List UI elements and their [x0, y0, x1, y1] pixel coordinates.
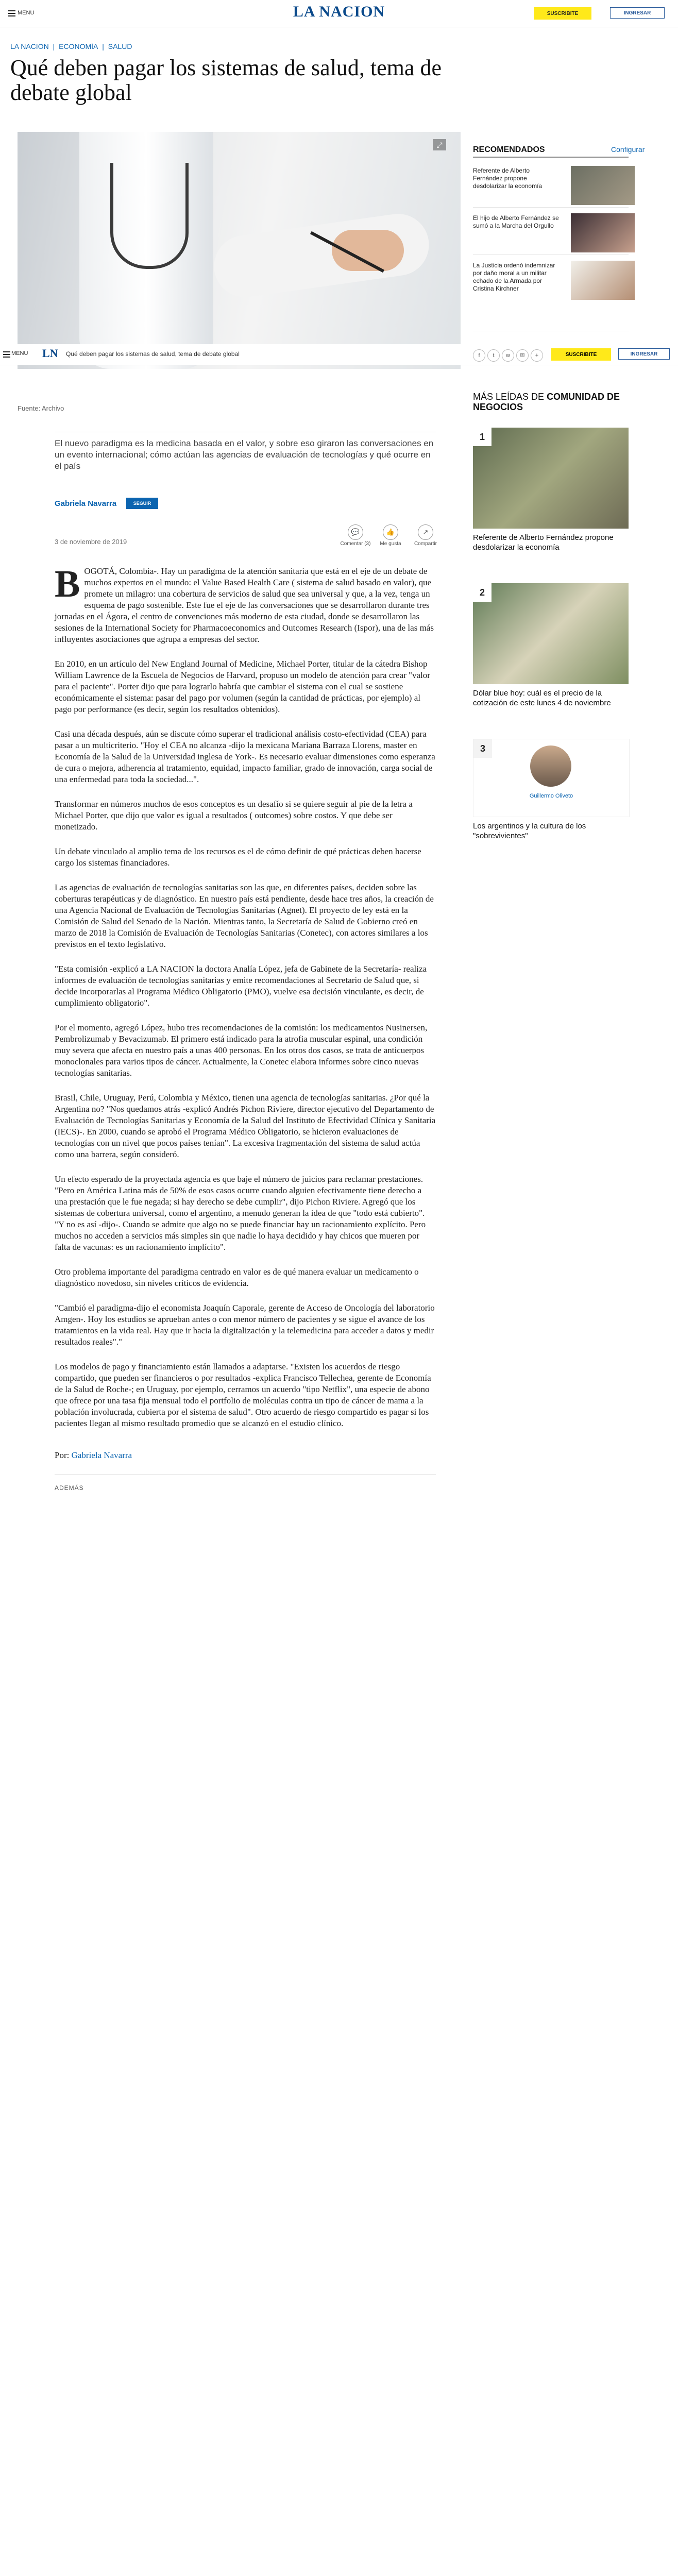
paragraph: Por el momento, agregó López, hubo tres recomendaciones de la comisión: los medicamentos Nusinersen, Pembrolizumab y Bevacizumab. El primero está indicado para la atrofia muscular espinal, una condición muy severa que afecta en nuestro país a unas 400 personas. En los otros dos casos, se trata de anticuerpos monoclonales para varios tipos de cáncer. Actualmente, la Conetec elabora informes sobre cinco nuevas tecnologías sanitarias. [55, 1023, 428, 1078]
paragraph: Casi una década después, aún se discute cómo superar el tradicional análisis costo-efectividad (CEA) para pasar a un multicriterio. "Hoy el CEA no alcanza -dijo la mexicana Mariana Barraza Llorens, master en Economía de la Salud de la Universidad inglesa de York-. Es necesario evaluar dimensiones como esperanza de cura o mejora, adherencia al tratamiento, equidad, impacto familiar, grado de innovación, carga social de una enfermedad para toda la sociedad...". [55, 729, 435, 784]
like-label[interactable]: Me gusta [380, 541, 401, 547]
breadcrumb-salud[interactable]: SALUD [108, 42, 132, 50]
recommended-item[interactable] [473, 164, 629, 208]
author-name[interactable]: Gabriela Navarra [55, 499, 117, 508]
most-read-image[interactable] [473, 739, 630, 817]
rank-badge: 3 [473, 739, 492, 758]
rank-badge: 2 [473, 583, 491, 602]
share-label[interactable]: Compartir [414, 541, 437, 547]
recommended-thumbnail[interactable] [571, 213, 635, 252]
expand-image-icon[interactable]: ⤢ [433, 139, 446, 150]
paragraph: Las agencias de evaluación de tecnologías sanitarias son las que, en diferentes países, deciden sobre las coberturas terapéuticas y de diagnóstico. En nuestro país está pendiente, desde hace tres años, la creación de una Agencia Nacional de Evaluación de Tecnologías Sanitarias (Agnet). El proyecto de ley está en la Comisión de Salud del Senado de la Nación. Mientras tanto, la Secretaría de Salud de Gobierno creó en marzo de 2018 la Comisión de Evaluación de Tecnologías Sanitarias (Conetec), con actores similares a los previstos en el texto legislativo. [55, 883, 434, 949]
breadcrumb-separator: | [53, 42, 55, 50]
facebook-icon[interactable]: f [473, 349, 485, 362]
recommended-title: RECOMENDADOS [473, 145, 545, 154]
recommended-divider [473, 157, 629, 158]
sticky-menu-label[interactable]: MENU [11, 350, 28, 357]
paragraph: "Cambió el paradigma-dijo el economista Joaquín Caporale, gerente de Acceso de Oncología del laboratorio Amgen-. Hoy los estudios se aprueban antes o con menor número de pacientes y se sigue el avance de los tratamientos en la vida real. Hay que ir hacia la digitalización y la telemedicina para acceder a datos y medir resultados reales"." [55, 1303, 435, 1347]
article-lead: El nuevo paradigma es la medicina basada en el valor, y sobre eso giraron las conversaciones en un evento internacional; cómo actúan las agencias de evaluación de tecnologías y qué ocurre en el país [55, 438, 434, 471]
most-read-item[interactable] [473, 428, 629, 552]
paragraph: En 2010, en un artículo del New England Journal of Medicine, Michael Porter, titular de la cátedra Bishop William Lawrence de la Escuela de Negocios de Harvard, propuso un modelo de atención para crear "valor para el paciente". Porter dijo que para lograrlo habría que cambiar el sistema con el cual se sostiene económicamente el sistema: pasar del pago por volumen (según la cantidad de prácticas, por ejemplo) al pago por performance (es decir, según los resultados obtenidos). [55, 659, 430, 714]
whatsapp-icon[interactable]: w [502, 349, 514, 362]
most-read-title [473, 392, 638, 412]
configure-link[interactable]: Configurar [611, 145, 645, 154]
recommended-text[interactable]: Referente de Alberto Fernández propone desdolarizar la economía [473, 167, 543, 190]
subscribe-button[interactable]: SUSCRIBITE [534, 7, 591, 20]
recommended-item[interactable] [473, 211, 629, 255]
most-read-item[interactable] [473, 583, 629, 708]
recommended-text[interactable]: El hijo de Alberto Fernández se sumó a la Marcha del Orgullo [473, 214, 559, 229]
top-header [0, 0, 678, 27]
paragraph: Brasil, Chile, Uruguay, Perú, Colombia y México, tienen una agencia de tecnologías sanitarias. ¿Por qué la Argentina no? "Nos quedamos atrás -explicó Andrés Pichon Riviere, director ejecutivo del Departamento de Evaluación de Tecnologías Sanitarias y Economía de la Salud del Instituto de Efectividad Clínica y Sanitaria (IECS)-. En 2000, cuando se aprobó el Programa Médico Obligatorio, se hicieron evaluaciones de tecnologías con un nivel que pocos países tenían". La excesiva fragmentación del sistema de salud actúa como una barrera, según consideró. [55, 1093, 436, 1159]
follow-author-button[interactable]: SEGUIR [126, 498, 158, 509]
comment-action[interactable] [340, 524, 371, 547]
sticky-article-title: Qué deben pagar los sistemas de salud, tema de debate global [66, 350, 240, 358]
thumbs-up-icon[interactable]: 👍 [383, 524, 398, 540]
paragraph: Los modelos de pago y financiamiento están llamados a adaptarse. "Existen los acuerdos de riesgo compartido, que pueden ser financieros o por resultados -explica Francisco Tellechea, gerente de Economía de la Salud de Roche-; en Uruguay, por ejemplo, cerramos un acuerdo "tipo Netflix", una especie de abono que ofrece por una tasa fija mensual todo el portfolio de moléculas contra un tipo de cáncer de mama a la población involucrada, cubierta por el sistema de salud". Otro acuerdo de riesgo compartido es pagar si los pacientes llegan al mismo resultado promedio que se alcanzó en el estudio clínico. [55, 1362, 431, 1428]
paragraph [55, 563, 436, 645]
breadcrumb-separator: | [102, 42, 104, 50]
sticky-subscribe-button[interactable]: SUSCRIBITE [551, 348, 611, 361]
byline [55, 1450, 436, 1461]
paragraph: Otro problema importante del paradigma centrado en valor es de qué manera evaluar un medicamento o diagnóstico novedoso, sin niveles críticos de evidencia. [55, 1267, 419, 1288]
paragraph: Un efecto esperado de la proyectada agencia es que baje el número de juicios para reclamar prestaciones. "Pero en América Latina más de 50% de esos casos ocurre cuando alguien efectivamente tiene derecho a una prestación que le fue negada; si hay derecho se debe cumplir", dijo Pichon Riviere. Agregó que los sistemas de cobertura universal, como el argentino, a menudo generan la idea de que "todo está cubierto". "Y no es así -dijo-. Cuando se admite que algo no se puede financiar hay un racionamiento explícito. Pero muchos no acceden a servicios más simples sin que nadie lo haya decidido y hay chicos que mueren por falta de vacunas: es un racionamiento implícito". [55, 1174, 426, 1252]
sticky-header [0, 344, 678, 365]
twitter-icon[interactable]: t [487, 349, 500, 362]
breadcrumb-home[interactable]: LA NACION [10, 42, 49, 50]
paragraph: Transformar en números muchos de esos conceptos es un desafío si se quiere seguir al pie de la letra a Michael Porter, que dijo que valor es igual a resultados ( outcomes) sobre costos. Y que debe ser monetizado. [55, 799, 413, 832]
most-read-title-prefix: MÁS LEÍDAS DE [473, 392, 545, 402]
share-action[interactable] [410, 524, 441, 547]
comment-icon[interactable]: 💬 [348, 524, 363, 540]
login-button[interactable]: INGRESAR [610, 7, 665, 19]
recommended-item[interactable] [473, 259, 629, 331]
paragraph: "Esta comisión -explicó a LA NACION la doctora Analía López, jefa de Gabinete de la Secretaría- realiza informes de evaluación de tecnologías sanitarias y emite recomendaciones al Secretario de Salud que, si decide incorporarlas al Programa Médico Obligatorio (PMO), vuelve esa decisión vinculante, es decir, de cumplimiento obligatorio". [55, 964, 427, 1008]
site-logo[interactable]: LA NACION [293, 3, 385, 20]
most-read-section[interactable]: COMUNIDAD DE NEGOCIOS [473, 392, 620, 412]
columnist-name[interactable]: Guillermo Oliveto [529, 793, 573, 799]
most-read-image[interactable] [473, 583, 629, 684]
more-section-label: ADEMÁS [55, 1475, 436, 1494]
most-read-image[interactable] [473, 428, 629, 529]
publish-date: 3 de noviembre de 2019 [55, 538, 127, 546]
email-icon[interactable]: ✉ [516, 349, 529, 362]
like-action[interactable] [375, 524, 406, 547]
columnist-avatar [530, 745, 571, 787]
breadcrumb [10, 42, 134, 50]
recommended-thumbnail[interactable] [571, 261, 635, 300]
article-title: Qué deben pagar los sistemas de salud, tema de debate global [10, 55, 442, 105]
byline-author-link[interactable]: Gabriela Navarra [71, 1450, 132, 1460]
rank-badge: 1 [473, 428, 491, 446]
comment-label[interactable]: Comentar (3) [340, 541, 371, 547]
sticky-logo[interactable]: LN [42, 347, 58, 360]
article-body [55, 563, 436, 1494]
stethoscope-shape [110, 163, 189, 269]
menu-label[interactable]: MENU [18, 10, 35, 16]
menu-icon[interactable] [8, 10, 15, 18]
most-read-text[interactable]: Dólar blue hoy: cuál es el precio de la cotización de este lunes 4 de noviembre [473, 689, 611, 707]
paragraph-text: OGOTÁ, Colombia-. Hay un paradigma de la atención sanitaria que está en el eje de un debate de muchos expertos en el mundo: el Value Based Health Care ( sistema de salud basado en valor), que promete un milagro: una cobertura de servicios de salud que sea universal y que, a la vez, tenga un esquema de pago sostenible. Este fue el eje de las conversaciones que se desarrollaron durante tres jornadas en el Ágora, el centro de convenciones más moderno de esta ciudad, donde se desarrollaron las sesiones de la International Society for Pharmacoeconomics and Outcomes Research (Ispor), una de las más influyentes asociaciones que agrupa a empresas del sector. [55, 566, 434, 644]
sticky-login-button[interactable]: INGRESAR [618, 348, 670, 360]
share-icon[interactable]: ↗ [418, 524, 433, 540]
byline-prefix: Por: [55, 1450, 70, 1460]
most-read-text[interactable]: Referente de Alberto Fernández propone desdolarizar la economía [473, 533, 614, 552]
photo-caption: Fuente: Archivo [18, 404, 64, 412]
breadcrumb-economia[interactable]: ECONOMÍA [59, 42, 98, 50]
recommended-text[interactable]: La Justicia ordenó indemnizar por daño moral a un militar echado de la Armada por Cristina Kirchner [473, 262, 555, 292]
drop-cap: B [55, 563, 80, 605]
sticky-menu-icon[interactable] [3, 351, 10, 359]
hero-image[interactable] [18, 132, 461, 369]
more-share-icon[interactable]: + [531, 349, 543, 362]
most-read-item[interactable] [473, 739, 629, 841]
paragraph: Un debate vinculado al amplio tema de los recursos es el de cómo definir de qué prácticas deben hacerse cargo los sistemas financiadores. [55, 846, 421, 868]
most-read-text[interactable]: Los argentinos y la cultura de los "sobrevivientes" [473, 822, 586, 840]
recommended-thumbnail[interactable] [571, 166, 635, 205]
